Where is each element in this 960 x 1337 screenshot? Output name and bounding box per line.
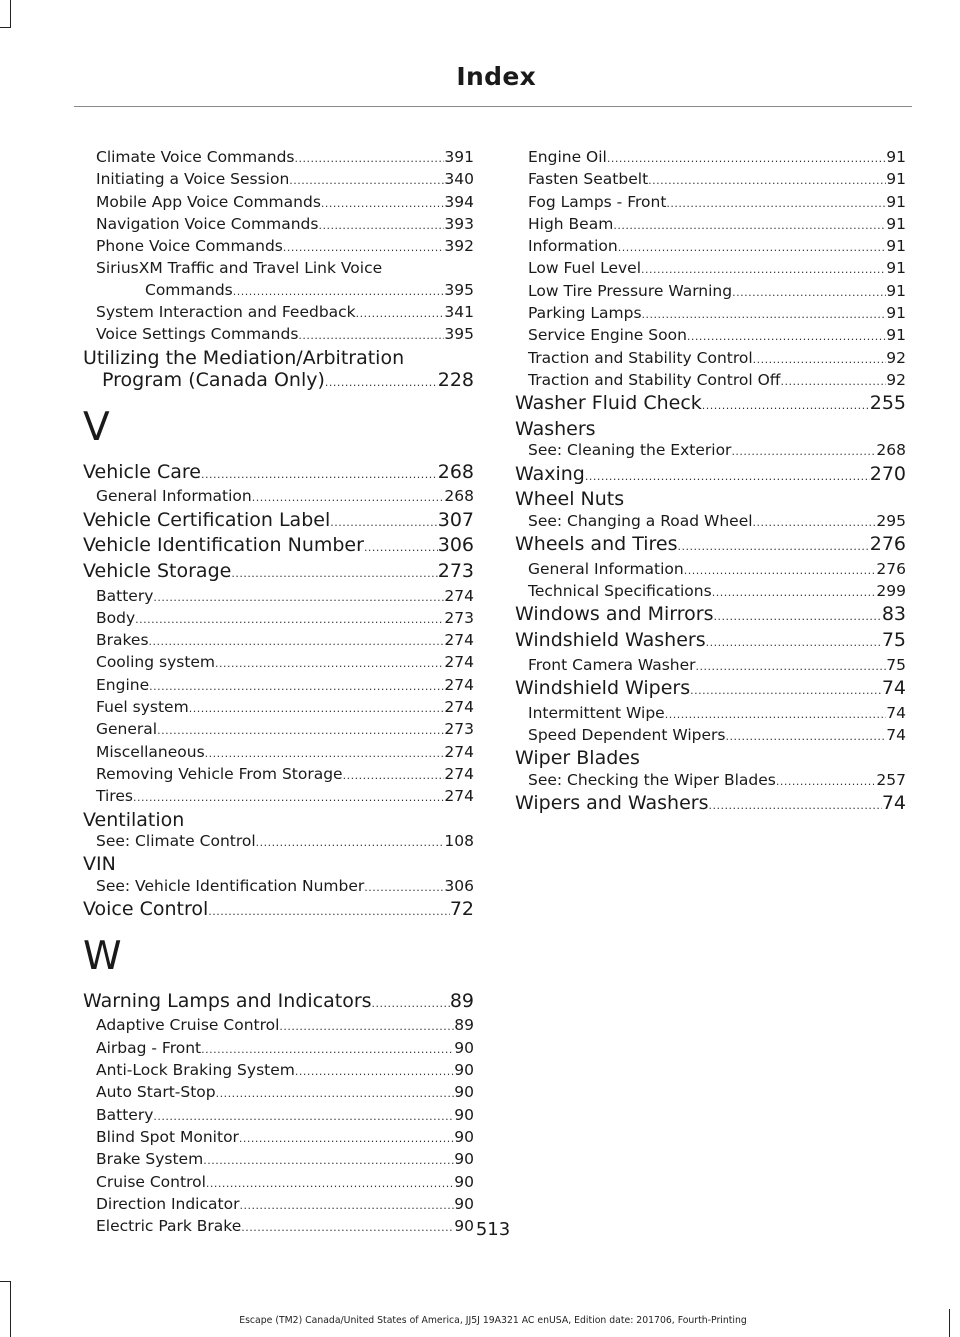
index-entry — [83, 1127, 474, 1149]
index-entry — [83, 608, 474, 630]
entry-label: Voice Control — [83, 898, 209, 921]
entry-page-number: 391 — [444, 148, 474, 166]
entry-label: Windshield Washers — [515, 629, 706, 652]
entry-label: Traction and Stability Control Off — [528, 370, 781, 389]
entry-page-number: 89 — [454, 1016, 474, 1035]
entry-page-number: 91 — [886, 326, 906, 345]
entry-label: Waxing — [515, 462, 585, 485]
index-entry — [83, 147, 474, 169]
entry-label: Tires — [96, 787, 133, 806]
index-entry — [515, 677, 906, 703]
index-entry — [515, 169, 906, 191]
index-entry — [83, 302, 474, 324]
entry-label: Technical Specifications — [528, 582, 712, 601]
entry-label: See: Cleaning the Exterior — [528, 441, 732, 460]
leader-dots — [642, 303, 887, 325]
index-entry — [83, 280, 474, 302]
entry-label: Low Tire Pressure Warning — [528, 281, 733, 300]
index-entry — [83, 719, 474, 741]
entry-label: Engine — [96, 675, 150, 694]
leader-dots — [732, 281, 886, 303]
entry-label: Speed Dependent Wipers — [528, 725, 726, 744]
entry-label: Washer Fluid Check — [515, 392, 702, 415]
index-entry — [83, 1194, 474, 1216]
entry-page-number: 340 — [444, 170, 474, 189]
index-entry — [83, 652, 474, 674]
entry-page-number: 268 — [444, 487, 474, 506]
leader-dots — [289, 169, 444, 191]
entry-page-number: 91 — [886, 281, 906, 300]
index-entry — [83, 876, 474, 898]
entry-label: Battery — [96, 586, 154, 605]
leader-dots — [215, 652, 444, 674]
leader-dots — [135, 608, 444, 630]
entry-page-number: 257 — [876, 770, 906, 789]
leader-dots — [201, 461, 438, 487]
index-entry — [83, 630, 474, 652]
leader-dots — [283, 236, 445, 258]
leader-dots — [153, 1105, 454, 1127]
page-number: 513 — [475, 1219, 511, 1240]
entry-page-number: 392 — [444, 237, 474, 256]
entry-page-number: 91 — [886, 304, 906, 323]
entry-label: Wipers and Washers — [515, 791, 709, 814]
leader-dots — [607, 147, 886, 169]
leader-dots — [706, 629, 882, 655]
header-divider — [74, 106, 912, 107]
leader-dots — [343, 764, 445, 786]
leader-dots — [279, 1015, 454, 1037]
entry-page-number: 273 — [444, 608, 474, 627]
entry-label: Cooling system — [96, 653, 216, 672]
entry-page-number: 91 — [886, 192, 906, 211]
entry-page-number: 274 — [444, 675, 474, 694]
index-entry-first-line: Utilizing the Mediation/Arbitration — [83, 346, 405, 369]
index-entry — [83, 461, 474, 487]
leader-dots — [726, 725, 887, 747]
leader-dots — [233, 280, 445, 302]
entry-label: Vehicle Storage — [83, 559, 232, 582]
leader-dots — [252, 486, 445, 508]
entry-page-number: 74 — [886, 703, 906, 722]
index-entry — [515, 533, 906, 559]
leader-dots — [330, 509, 438, 535]
index-entry — [515, 581, 906, 603]
index-entry — [83, 898, 474, 924]
entry-label: Fog Lamps - Front — [528, 192, 667, 211]
leader-dots — [364, 876, 444, 898]
entry-page-number: 268 — [437, 460, 474, 483]
index-entry — [83, 990, 474, 1016]
entry-label: Fasten Seatbelt — [528, 170, 649, 189]
entry-label: Body — [96, 608, 136, 627]
entry-label: Engine Oil — [528, 148, 607, 166]
section-letter: V — [83, 404, 110, 450]
leader-dots — [753, 511, 877, 533]
entry-label: Navigation Voice Commands — [96, 214, 319, 233]
entry-label: Parking Lamps — [528, 304, 642, 323]
entry-label: Phone Voice Commands — [96, 237, 283, 256]
entry-label: General Information — [528, 559, 684, 578]
leader-dots — [364, 534, 438, 560]
index-entry — [515, 725, 906, 747]
entry-page-number: 273 — [444, 720, 474, 739]
leader-dots — [149, 630, 445, 652]
entry-page-number: 268 — [876, 441, 906, 460]
leader-dots — [641, 258, 886, 280]
leader-dots — [678, 533, 870, 559]
index-entry — [515, 440, 906, 462]
leader-dots — [731, 440, 876, 462]
leader-dots — [206, 1172, 454, 1194]
index-entry — [83, 1105, 474, 1127]
leader-dots — [666, 192, 886, 214]
entry-label: Airbag - Front — [96, 1038, 202, 1057]
index-entry — [83, 1038, 474, 1060]
entry-page-number: 341 — [444, 303, 474, 322]
entry-page-number: 74 — [881, 676, 906, 699]
entry-label: Brake System — [96, 1150, 204, 1169]
entry-label: See: Climate Control — [96, 832, 256, 851]
entry-page-number: 274 — [444, 631, 474, 650]
index-entry — [515, 258, 906, 280]
entry-page-number: 74 — [886, 725, 906, 744]
entry-page-number: 274 — [444, 742, 474, 761]
entry-page-number: 91 — [886, 148, 906, 166]
index-heading: Washers — [515, 417, 596, 440]
entry-label: Vehicle Care — [83, 460, 201, 483]
entry-page-number: 90 — [454, 1172, 474, 1191]
entry-label: Service Engine Soon — [528, 326, 687, 345]
index-entry — [83, 1060, 474, 1082]
index-entry — [515, 192, 906, 214]
index-entry — [83, 486, 474, 508]
entry-label: Intermittent Wipe — [528, 703, 665, 722]
page-title: Index — [456, 62, 536, 91]
entry-label: Removing Vehicle From Storage — [96, 764, 343, 783]
leader-dots — [149, 675, 444, 697]
index-entry — [515, 603, 906, 629]
index-entry — [515, 463, 906, 489]
entry-page-number: 75 — [886, 655, 906, 674]
index-entry — [83, 214, 474, 236]
entry-page-number: 228 — [437, 369, 474, 392]
entry-page-number: 90 — [454, 1105, 474, 1124]
entry-page-number: 295 — [876, 511, 906, 530]
entry-page-number: 276 — [876, 559, 906, 578]
index-entry — [515, 147, 906, 169]
entry-label: Blind Spot Monitor — [96, 1127, 239, 1146]
entry-label: Cruise Control — [96, 1172, 206, 1191]
entry-page-number: 90 — [454, 1150, 474, 1169]
entry-label: Commands — [145, 280, 233, 299]
leader-dots — [585, 463, 870, 489]
index-entry — [83, 764, 474, 786]
entry-page-number: 306 — [437, 534, 474, 557]
entry-label: Wheels and Tires — [515, 533, 678, 556]
crop-mark-top-left-vertical — [10, 0, 11, 27]
index-entry — [515, 325, 906, 347]
entry-label: Information — [528, 237, 618, 256]
entry-label: Program (Canada Only) — [102, 369, 325, 392]
entry-page-number: 274 — [444, 698, 474, 717]
index-entry — [83, 324, 474, 346]
entry-page-number: 393 — [444, 214, 474, 233]
index-entry — [515, 655, 906, 677]
entry-page-number: 74 — [881, 791, 906, 814]
index-entry-first-line: SiriusXM Traffic and Travel Link Voice — [96, 259, 383, 278]
leader-dots — [665, 703, 887, 725]
entry-page-number: 91 — [886, 259, 906, 278]
index-entry — [83, 560, 474, 586]
index-entry — [83, 192, 474, 214]
entry-page-number: 83 — [881, 603, 906, 626]
index-entry — [515, 392, 906, 418]
leader-dots — [295, 1060, 454, 1082]
entry-page-number: 395 — [444, 325, 474, 344]
index-column-left — [83, 147, 474, 1238]
index-entry — [83, 509, 474, 535]
leader-dots — [372, 990, 450, 1016]
entry-label: Auto Start-Stop — [96, 1083, 216, 1102]
entry-label: Windshield Wipers — [515, 676, 691, 699]
entry-page-number: 90 — [454, 1083, 474, 1102]
entry-page-number: 90 — [454, 1061, 474, 1080]
entry-label: See: Changing a Road Wheel — [528, 511, 753, 530]
entry-label: Windows and Mirrors — [515, 603, 714, 626]
entry-page-number: 91 — [886, 214, 906, 233]
entry-label: Direction Indicator — [96, 1194, 240, 1213]
section-letter: W — [83, 933, 122, 979]
entry-label: Climate Voice Commands — [96, 148, 295, 166]
index-heading: Wheel Nuts — [515, 488, 625, 511]
index-column-right — [515, 147, 906, 818]
index-entry — [515, 703, 906, 725]
index-entry — [83, 1082, 474, 1104]
entry-label: High Beam — [528, 214, 614, 233]
index-entry — [83, 169, 474, 191]
index-entry — [83, 369, 474, 395]
index-entry — [83, 1172, 474, 1194]
leader-dots — [216, 1082, 455, 1104]
index-entry — [515, 629, 906, 655]
entry-label: Mobile App Voice Commands — [96, 192, 321, 211]
leader-dots — [239, 1194, 454, 1216]
entry-page-number: 274 — [444, 787, 474, 806]
entry-page-number: 274 — [444, 653, 474, 672]
index-entry — [83, 236, 474, 258]
entry-label: Fuel system — [96, 698, 189, 717]
entry-page-number: 89 — [449, 989, 474, 1012]
leader-dots — [696, 655, 887, 677]
leader-dots — [205, 742, 445, 764]
leader-dots — [298, 324, 444, 346]
index-entry — [515, 214, 906, 236]
index-entry — [83, 831, 474, 853]
index-heading: VIN — [83, 853, 116, 876]
leader-dots — [295, 147, 445, 169]
entry-page-number: 91 — [886, 237, 906, 256]
leader-dots — [356, 302, 445, 324]
entry-page-number: 276 — [869, 533, 906, 556]
index-entry — [83, 697, 474, 719]
entry-label: Anti-Lock Braking System — [96, 1061, 295, 1080]
index-entry — [515, 348, 906, 370]
leader-dots — [231, 560, 437, 586]
leader-dots — [648, 169, 886, 191]
index-heading: Ventilation — [83, 808, 185, 831]
index-entry — [515, 792, 906, 818]
entry-label: Vehicle Identification Number — [83, 534, 364, 557]
index-entry — [83, 786, 474, 808]
entry-page-number: 75 — [881, 629, 906, 652]
index-entry — [83, 675, 474, 697]
entry-label: Miscellaneous — [96, 742, 205, 761]
leader-dots — [201, 1038, 454, 1060]
entry-page-number: 90 — [454, 1217, 474, 1236]
entry-page-number: 299 — [876, 582, 906, 601]
entry-page-number: 274 — [444, 586, 474, 605]
leader-dots — [618, 236, 887, 258]
leader-dots — [318, 214, 444, 236]
index-entry — [83, 1015, 474, 1037]
entry-page-number: 91 — [886, 170, 906, 189]
leader-dots — [684, 559, 877, 581]
leader-dots — [780, 370, 886, 392]
entry-page-number: 255 — [869, 392, 906, 415]
entry-label: Battery — [96, 1105, 154, 1124]
entry-page-number: 92 — [886, 348, 906, 367]
entry-page-number: 395 — [444, 280, 474, 299]
entry-label: General Information — [96, 487, 252, 506]
entry-label: Warning Lamps and Indicators — [83, 989, 372, 1012]
entry-page-number: 108 — [444, 832, 474, 851]
entry-page-number: 270 — [869, 462, 906, 485]
leader-dots — [203, 1149, 454, 1171]
leader-dots — [133, 786, 444, 808]
leader-dots — [690, 677, 882, 703]
entry-label: See: Vehicle Identification Number — [96, 876, 365, 895]
entry-label: Voice Settings Commands — [96, 325, 299, 344]
entry-label: Low Fuel Level — [528, 259, 642, 278]
entry-label: Adaptive Cruise Control — [96, 1016, 280, 1035]
entry-label: Traction and Stability Control — [528, 348, 753, 367]
entry-page-number: 394 — [444, 192, 474, 211]
entry-label: Brakes — [96, 631, 149, 650]
leader-dots — [157, 719, 444, 741]
leader-dots — [702, 392, 870, 418]
crop-mark-top-left-horizontal — [0, 27, 11, 28]
entry-label: Front Camera Washer — [528, 655, 696, 674]
crop-mark-bottom-left-vertical — [10, 1281, 11, 1337]
leader-dots — [714, 603, 882, 629]
index-entry — [83, 534, 474, 560]
leader-dots — [613, 214, 886, 236]
index-entry — [83, 1149, 474, 1171]
index-entry — [515, 236, 906, 258]
index-entry — [515, 303, 906, 325]
entry-page-number: 90 — [454, 1038, 474, 1057]
entry-page-number: 72 — [449, 898, 474, 921]
entry-page-number: 273 — [437, 559, 474, 582]
leader-dots — [321, 192, 445, 214]
index-entry — [515, 370, 906, 392]
entry-label: See: Checking the Wiper Blades — [528, 770, 776, 789]
leader-dots — [239, 1127, 454, 1149]
entry-page-number: 90 — [454, 1194, 474, 1213]
index-entry — [515, 770, 906, 792]
index-entry — [83, 586, 474, 608]
entry-label: System Interaction and Feedback — [96, 303, 356, 322]
entry-page-number: 92 — [886, 370, 906, 389]
index-entry — [515, 511, 906, 533]
index-entry — [515, 281, 906, 303]
leader-dots — [712, 581, 877, 603]
footer-edition-text: Escape (TM2) Canada/United States of America, JJ5J 19A321 AC enUSA, Edition date: 201706, Fourth-Printing — [239, 1315, 747, 1326]
leader-dots — [325, 369, 438, 395]
leader-dots — [256, 831, 445, 853]
leader-dots — [709, 792, 882, 818]
entry-label: Electric Park Brake — [96, 1217, 242, 1236]
entry-label: Vehicle Certification Label — [83, 508, 331, 531]
leader-dots — [189, 697, 445, 719]
entry-page-number: 90 — [454, 1127, 474, 1146]
leader-dots — [776, 770, 877, 792]
crop-mark-bottom-left-horizontal — [0, 1281, 11, 1282]
leader-dots — [687, 325, 886, 347]
entry-label: Initiating a Voice Session — [96, 170, 290, 189]
entry-page-number: 306 — [444, 876, 474, 895]
leader-dots — [208, 898, 450, 924]
leader-dots — [753, 348, 887, 370]
entry-page-number: 307 — [437, 508, 474, 531]
leader-dots — [153, 586, 444, 608]
index-heading: Wiper Blades — [515, 747, 640, 770]
index-entry — [515, 559, 906, 581]
entry-page-number: 274 — [444, 764, 474, 783]
entry-label: General — [96, 720, 158, 739]
index-entry — [83, 742, 474, 764]
